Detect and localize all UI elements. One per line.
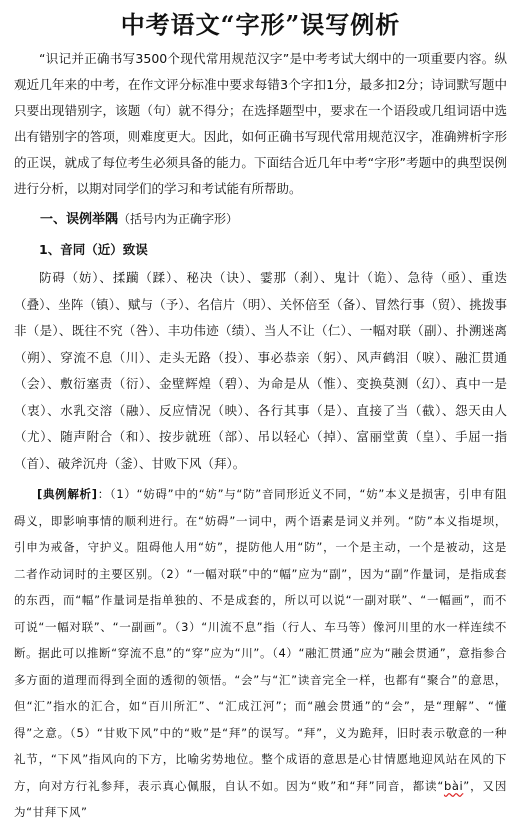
pinyin-text: bài xyxy=(443,778,464,793)
analysis-text: ：（1）“妨碍”中的“妨”与“防”音同形近义不同，“妨”本义是损害，引申有阻碍义，即影响事情的顺利进行。在“妨碍”一词中，两个语素是词义并列。“防”本义指堤坝，引申为戒备，守护义。阻碍他人用“妨”，提防他人用“防”，一个是主动，一个是被动，这是二者作动词时的主要区别。（2）“一幅对联”中的“幅”应为“副”，因为“副”作量词，是指成套的东西，而“幅”作量词是指单独的、不是成套的，所以可以说“一副对联”、“一幅画”，而不可说“一幅对联”、“一副画”。（3）“川流不息”指（行人、车马等）像河川里的水一样连续不断。据此可以推断“穿流不息”的“穿”应为“川”。（4）“融汇贯通”应为“融会贯通”，意指参合多方面的道理而得到全面的透彻的领悟。“会”与“汇”读音完全一样，也都有“聚合”的意思，但“汇”指水的汇合，如“百川所汇”、“汇成江河”；而“融会贯通”的“会”，是“理解”、“懂得”之意。（5）“甘败下风”中的“败”是“拜”的误写。“拜”，义为跪拜，旧时表示敬意的一种礼节，“下风”指风向的下方，比喻劣势地位。整个成语的意思是心甘情愿地迎风站在风的下方，向对方行礼参拜，表示真心佩服，自认不如。因为“败”和“拜”同音，都读“ xyxy=(14,487,507,793)
section-heading-note: （括号内为正确字形） xyxy=(118,212,239,226)
analysis-tail: ”，又因为“甘拜下风” xyxy=(14,778,507,819)
document-title: 中考语文“字形”误写例析 xyxy=(120,10,401,39)
examples-paragraph: 防碍（妨）、揉躏（蹂）、秘决（诀）、霎那（刹）、鬼计（诡）、急待（亟）、重迭（叠）、坐阵（镇）、赋与（予）、名信片（明）、关怀倍至（备）、冒然行事（贸）、挑拨事非（是）、既往不究（咎）、丰功伟迹（绩）、当人不让（仁）、一幅对联（副）、扑溯迷离（朔）、穿流不息（川）、走头无路（投）、事必恭亲（躬）、风声鹤泪（唳）、融汇贯通（会）、敷衍塞责（衍）、金壁辉煌（碧）、为命是从（惟）、变换莫测（幻）、真中一是（衷）、水乳交溶（融）、反应情况（映）、各行其事（是）、直接了当（截）、怨天由人（尤）、随声附合（和）、按步就班（部）、吊以轻心（掉）、富丽堂黄（皇）、手屈一指（首）、破斧沉舟（釜）、甘败下风（拜）。 xyxy=(14,270,507,471)
analysis-paragraph xyxy=(14,481,507,826)
section-heading-text: 一、误例举隅 xyxy=(40,212,119,227)
section-heading xyxy=(14,206,507,233)
subsection-heading: 1、音同（近）致误 xyxy=(39,242,148,257)
analysis-label: [典例解析] xyxy=(37,487,98,501)
intro-paragraph: “识记并正确书写3500个现代常用规范汉字”是中考考试大纲中的一项重要内容。纵观近几年来的中考，在作文评分标准中要求每错3个字扣1分，最多扣2分；诗词默写题中只要出现错别字，该题（句）就不得分；在选择题型中，要求在一个语段或几组词语中选出有错别字的答项，则难度更大。因此，如何正确书写现代常用规范汉字，准确辨析字形的正误，就成了每位考生必须具备的能力。下面结合近几年中考“字形”考题中的典型误例进行分析，以期对同学们的学习和考试能有所帮助。 xyxy=(14,51,507,196)
